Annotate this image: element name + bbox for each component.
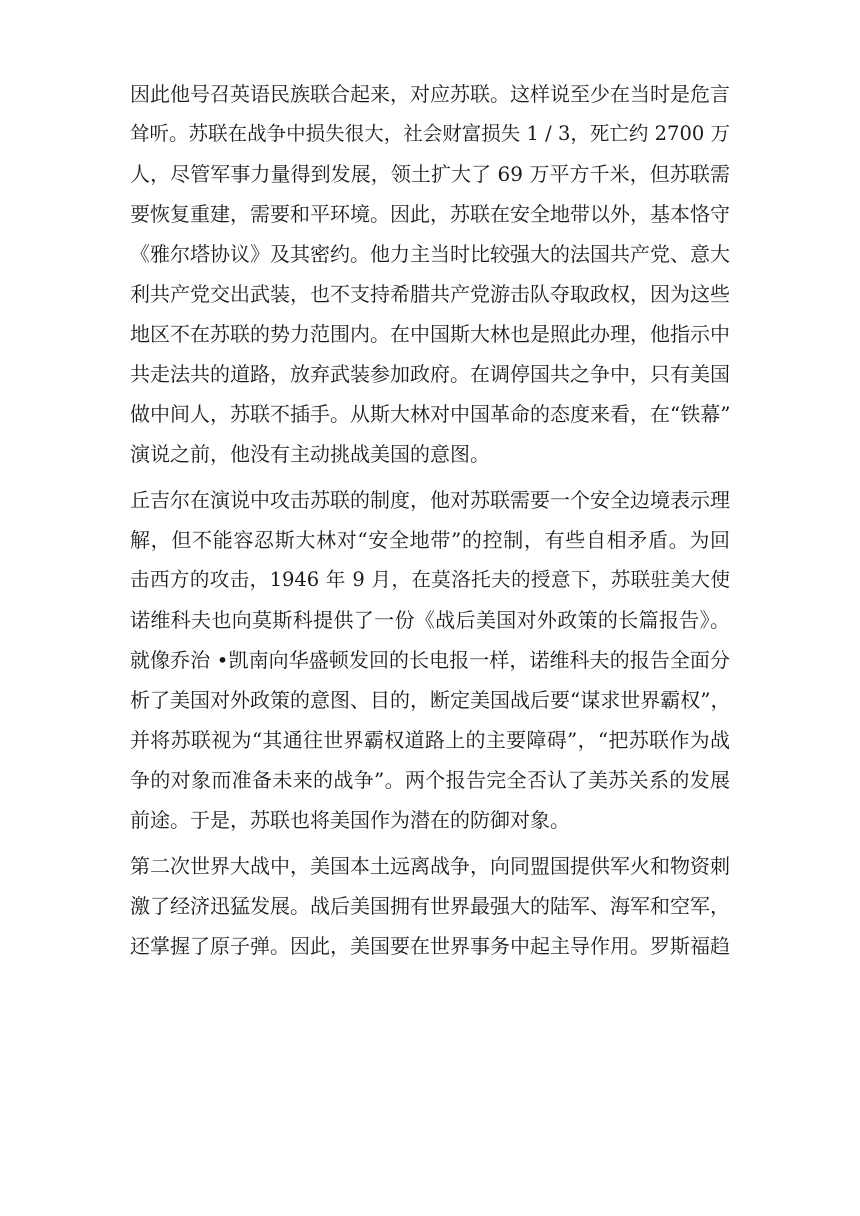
- paragraph: [130, 846, 730, 966]
- text-line: 要恢复重建，需要和平环境。因此，苏联在安全地带以外，基本恪守: [130, 202, 730, 226]
- text-line: 耸听。苏联在战争中损失很大，社会财富损失 1 / 3，死亡约 2700 万: [130, 122, 730, 145]
- text-line: 前途。于是，苏联也将美国作为潜在的防御对象。: [130, 808, 570, 832]
- text-line: 利共产党交出武装，也不支持希腊共产党游击队夺取政权，因为这些: [130, 282, 730, 306]
- text-line: 解，但不能容忍斯大林对“安全地带”的控制，有些自相矛盾。为回: [130, 528, 730, 552]
- text-line: 就像乔治 •凯南向华盛顿发回的长电报一样，诺维科夫的报告全面分: [130, 648, 730, 672]
- text-line: 丘吉尔在演说中攻击苏联的制度，他对苏联需要一个安全边境表示理: [130, 488, 730, 512]
- text-line: 演说之前，他没有主动挑战美国的意图。: [130, 442, 490, 466]
- text-line: 因此他号召英语民族联合起来，对应苏联。这样说至少在当时是危言: [130, 82, 730, 106]
- document-body: [130, 74, 730, 972]
- text-line: 诺维科夫也向莫斯科提供了一份《战后美国对外政策的长篇报告》。: [130, 608, 730, 632]
- text-line: 还掌握了原子弹。因此，美国要在世界事务中起主导作用。罗斯福趋: [130, 934, 730, 958]
- text-line: 析了美国对外政策的意图、目的，断定美国战后要“谋求世界霸权”，: [130, 688, 731, 712]
- text-line: 人，尽管军事力量得到发展，领土扩大了 69 万平方千米，但苏联需: [130, 162, 730, 186]
- paragraph: [130, 480, 730, 840]
- text-line: 共走法共的道路，放弃武装参加政府。在调停国共之争中，只有美国: [130, 362, 730, 386]
- text-line: 击西方的攻击，1946 年 9 月，在莫洛托夫的授意下，苏联驻美大使: [130, 568, 730, 591]
- text-line: 第二次世界大战中，美国本土远离战争，向同盟国提供军火和物资刺: [130, 854, 730, 878]
- text-line: 争的对象而准备未来的战争”。两个报告完全否认了美苏关系的发展: [130, 768, 730, 792]
- text-line: 《雅尔塔协议》及其密约。他力主当时比较强大的法国共产党、意大: [130, 242, 730, 266]
- text-line: 地区不在苏联的势力范围内。在中国斯大林也是照此办理，他指示中: [130, 322, 730, 346]
- paragraph: [130, 74, 730, 474]
- text-line: 激了经济迅猛发展。战后美国拥有世界最强大的陆军、海军和空军，: [130, 894, 730, 918]
- text-line: 做中间人，苏联不插手。从斯大林对中国革命的态度来看，在“铁幕”: [130, 402, 731, 426]
- text-line: 并将苏联视为“其通往世界霸权道路上的主要障碍”，“把苏联作为战: [130, 728, 730, 752]
